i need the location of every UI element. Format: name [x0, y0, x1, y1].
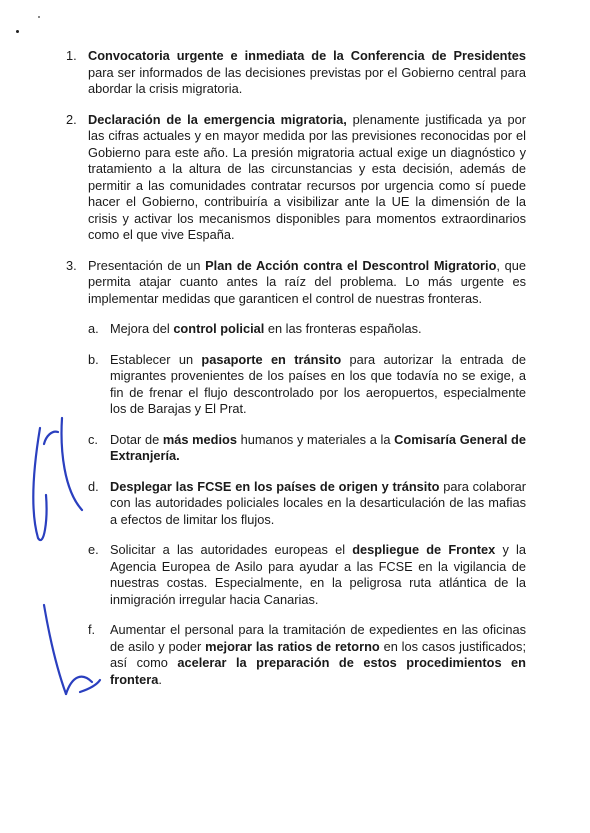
sub-item-letter: f.: [88, 622, 96, 637]
text-run-bold: mejorar las ratios de retorno: [205, 638, 380, 654]
text-run: para autorizar la entrada de migrantes provenientes de los países en los que todavía no se exige, a fin de frenar el flujo descontrolado por los aeropuertos, especialmente los de Barajas y El Prat.: [110, 351, 526, 416]
text-run-bold: más medios: [162, 431, 237, 447]
list-item: [66, 258, 526, 689]
sub-item: [88, 542, 526, 608]
proposal-list: [66, 48, 526, 702]
sub-item: [88, 622, 526, 688]
list-item: [66, 112, 526, 244]
text-run-bold: pasaporte en tránsito: [201, 351, 342, 367]
text-run: Dotar de: [110, 431, 163, 447]
text-run: humanos y materiales a la: [236, 431, 395, 447]
sub-item-letter: e.: [88, 542, 99, 557]
item-number: 1.: [66, 48, 77, 63]
text-run: Solicitar a las autoridades europeas el: [110, 542, 353, 557]
sub-item: [88, 432, 526, 465]
sub-item-text: [110, 432, 526, 465]
text-run: , que permita atajar cuanto antes la raíz del problema. Lo más urgente es implementar medidas que garanticen el control de nuestras fronteras.: [88, 257, 526, 306]
sub-item-text: [110, 542, 526, 608]
text-run: en las fronteras españolas.: [264, 321, 422, 336]
item-number: 3.: [66, 257, 77, 273]
text-run: para ser informados de las decisiones previstas por el Gobierno central para abordar la crisis migratoria.: [88, 64, 526, 96]
text-run: Presentación de un: [88, 257, 206, 273]
text-run-bold: acelerar la preparación de estos procedimientos en frontera: [110, 655, 526, 687]
sub-item-text: [110, 479, 526, 529]
item-number: 2.: [66, 111, 77, 127]
text-run-bold: Convocatoria urgente e inmediata de la Conferencia de Presidentes: [88, 48, 526, 63]
sub-item-text: [110, 622, 526, 688]
sub-item-letter: d.: [88, 478, 99, 494]
text-run: en los casos justificados; así como: [110, 638, 527, 670]
item-text: [88, 48, 526, 98]
text-run: Mejora del: [110, 321, 174, 336]
text-run-bold: Declaración de la emergencia migratoria,: [88, 111, 347, 127]
text-run: plenamente justificada ya por las cifras actuales y en mayor medida por las previsiones reconocidas por el Gobierno para este año. La presión migratoria actual exige un diagnóstico y tratamiento a la altura de las circunstancias y esta decisión, además de permitir a las comunidades contratar recursos por urgencia como sí puede hacer el Gobierno, contribuiría a visibilizar ante la UE la dimensión de la crisis y activar los mecanismos disponibles para momentos extraordinarios como el que vive España.: [88, 111, 526, 242]
item-text: [88, 258, 526, 308]
text-run-bold: Desplegar las FCSE en los países de origen y tránsito: [110, 478, 440, 494]
text-run-bold: despliegue de Frontex: [352, 542, 496, 557]
text-run: .: [158, 671, 162, 687]
list-item: [66, 48, 526, 98]
sub-item-text: [110, 321, 526, 338]
sub-item-text: [110, 352, 526, 418]
sub-item-letter: c.: [88, 431, 98, 447]
sub-item: [88, 352, 526, 418]
sub-list: [88, 321, 526, 688]
sub-item: [88, 479, 526, 529]
sub-item: [88, 321, 526, 338]
text-run-bold: Plan de Acción contra el Descontrol Migratorio: [205, 257, 497, 273]
sub-item-letter: a.: [88, 321, 99, 336]
text-run: para colaborar con las autoridades policiales locales en la desarticulación de las mafias a efectos de limitar los flujos.: [110, 478, 527, 527]
sub-item-letter: b.: [88, 351, 99, 367]
text-run: y la Agencia Europea de Asilo para ayudar a las FCSE en la vigilancia de nuestras costas. Especialmente, en la peligrosa ruta atlántica de la inmigración irregular hacia Canarias.: [110, 542, 526, 607]
text-run-bold: control policial: [173, 321, 265, 336]
text-run: Aumentar el personal para la tramitación de expedientes en las oficinas de asilo y poder: [110, 622, 526, 654]
text-run-bold: Comisaría General de Extranjería.: [110, 431, 526, 463]
item-text: [88, 112, 526, 244]
text-run: Establecer un: [110, 351, 202, 367]
